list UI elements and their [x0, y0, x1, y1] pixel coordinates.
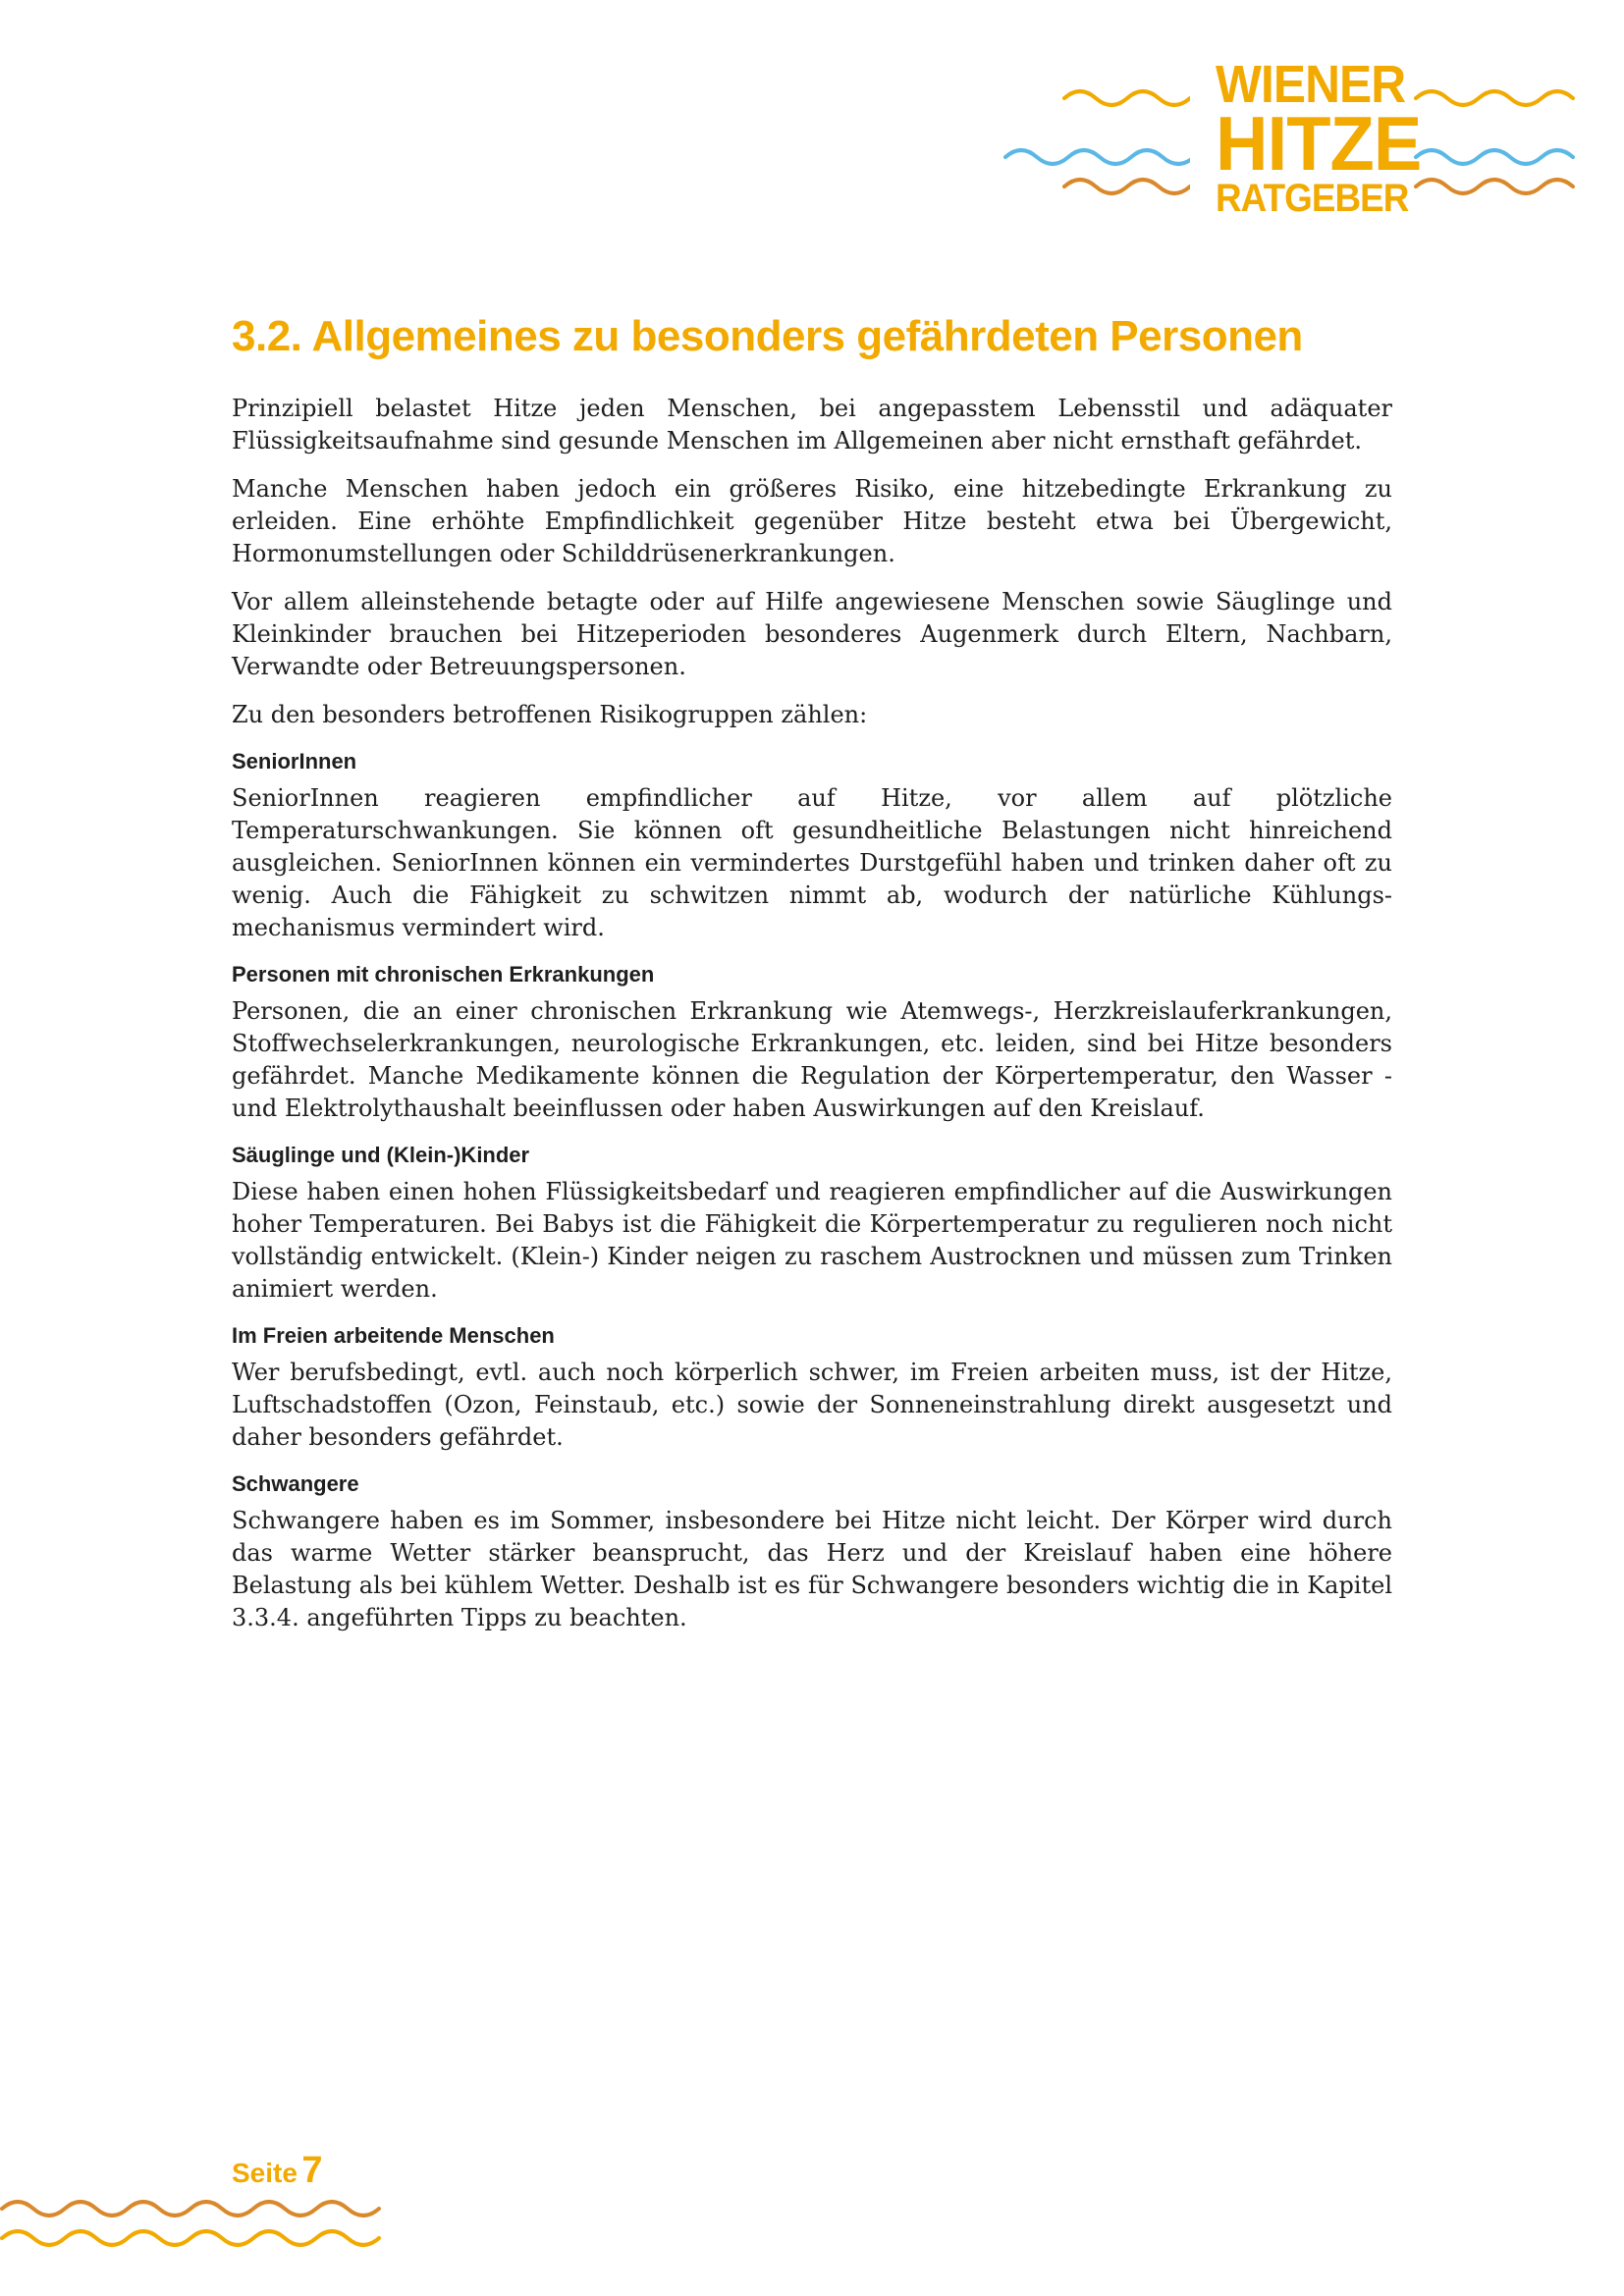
group-heading-chronisch-kranke: Personen mit chronischen Erkrankungen [232, 962, 655, 987]
logo-line-ratgeber: RATGEBER [1216, 177, 1409, 220]
page-number: 7 [301, 2150, 323, 2191]
main-content [232, 393, 1392, 1650]
logo-line-wiener: WIENER [1216, 55, 1406, 114]
group-heading-schwangere: Schwangere [232, 1471, 359, 1496]
group-heading-freien-arbeitende: Im Freien arbeitende Menschen [232, 1323, 555, 1348]
group-heading-seniorinnen: SeniorInnen [232, 749, 357, 774]
wiener-hitze-ratgeber-logo [982, 55, 1581, 236]
intro-paragraph: Prinzipiell belastet Hitze jeden Menschen, bei angepasstem Lebensstil und adäquater Flüssigkeitsaufnahme sind gesunde Menschen im Allgemeinen aber nicht ernsthaft gefährdet. [232, 395, 1392, 454]
section-title: 3.2. Allgemeines zu besonders gefährdeten Personen [232, 312, 1303, 360]
page-label: Seite [232, 2158, 298, 2188]
intro-paragraph: Manche Menschen haben jedoch ein größeres Risiko, eine hitzebedingte Erkrankung zu erleiden. Eine erhöhte Empfindlichkeit gegenüber Hitze besteht etwa bei Übergewicht, Hormonumstellungen oder Schilddrüsenerkrankungen. [232, 475, 1392, 567]
logo-wave-right-middle-icon [1414, 145, 1581, 169]
logo-wave-left-middle-icon [1003, 145, 1190, 169]
group-text-seniorinnen: SeniorInnen reagieren empfindlicher auf Hitze, vor allem auf plötzliche Temperaturschwankungen. Sie können oft gesundheitliche Belastungen nicht hinreichend ausgleichen. SeniorInnen können ein vermindertes Durstgefühl haben und trinken daher oft zu wenig. Auch die Fähigkeit zu schwitzen nimmt ab, wodurch der natürliche Kühlungs-mechanismus vermindert wird. [232, 784, 1392, 941]
logo-wave-right-top-icon [1414, 86, 1581, 110]
group-text-schwangere: Schwangere haben es im Sommer, insbesondere bei Hitze nicht leicht. Der Körper wird durch das warme Wetter stärker beansprucht, das Herz und der Kreislauf haben eine höhere Belastung als bei kühlem Wetter. Deshalb ist es für Schwangere besonders wichtig die in Kapitel 3.3.4. angeführten Tipps zu beachten. [232, 1507, 1392, 1631]
intro-paragraph: Vor allem alleinstehende betagte oder auf Hilfe angewiesene Menschen sowie Säuglinge und Kleinkinder brauchen bei Hitzeperioden besonderes Augenmerk durch Eltern, Nachbarn, Verwandte oder Betreuungspersonen. [232, 588, 1392, 680]
page-footer [232, 2150, 323, 2192]
logo-line-hitze: HITZE [1216, 100, 1422, 187]
group-text-chronisch-kranke: Personen, die an einer chronischen Erkrankung wie Atemwegs-, Herzkreislauferkrankungen, Stoffwechselerkrankungen, neurologische Erkrankungen, etc. leiden, sind bei Hitze besonders gefährdet. Manche Medikamente können die Regulation der Körpertemperatur, den Wasser - und Elektrolythaushalt beeinflussen oder haben Auswirkungen auf den Kreislauf. [232, 997, 1392, 1122]
group-heading-kinder: Säuglinge und (Klein-)Kinder [232, 1143, 530, 1167]
group-text-freien-arbeitende: Wer berufsbedingt, evtl. auch noch körperlich schwer, im Freien arbeiten muss, ist der Hitze, Luftschadstoffen (Ozon, Feinstaub, etc.) sowie der Sonneneinstrahlung direkt ausgesetzt und daher besonders gefährdet. [232, 1359, 1392, 1451]
intro-paragraph: Zu den besonders betroffenen Risikogruppen zählen: [232, 701, 868, 728]
logo-wave-left-bottom-icon [1062, 175, 1190, 198]
footer-waves-icon [0, 2195, 393, 2254]
logo-wave-left-top-icon [1062, 86, 1190, 110]
group-text-kinder: Diese haben einen hohen Flüssigkeitsbedarf und reagieren empfindlicher auf die Auswirkungen hoher Temperaturen. Bei Babys ist die Fähigkeit die Körpertemperatur zu regulieren noch nicht vollständig entwickelt. (Klein-) Kinder neigen zu raschem Austrocknen und müssen zum Trinken animiert werden. [232, 1178, 1392, 1303]
logo-wave-right-bottom-icon [1414, 175, 1581, 198]
logo-wordmark [1216, 55, 1422, 220]
